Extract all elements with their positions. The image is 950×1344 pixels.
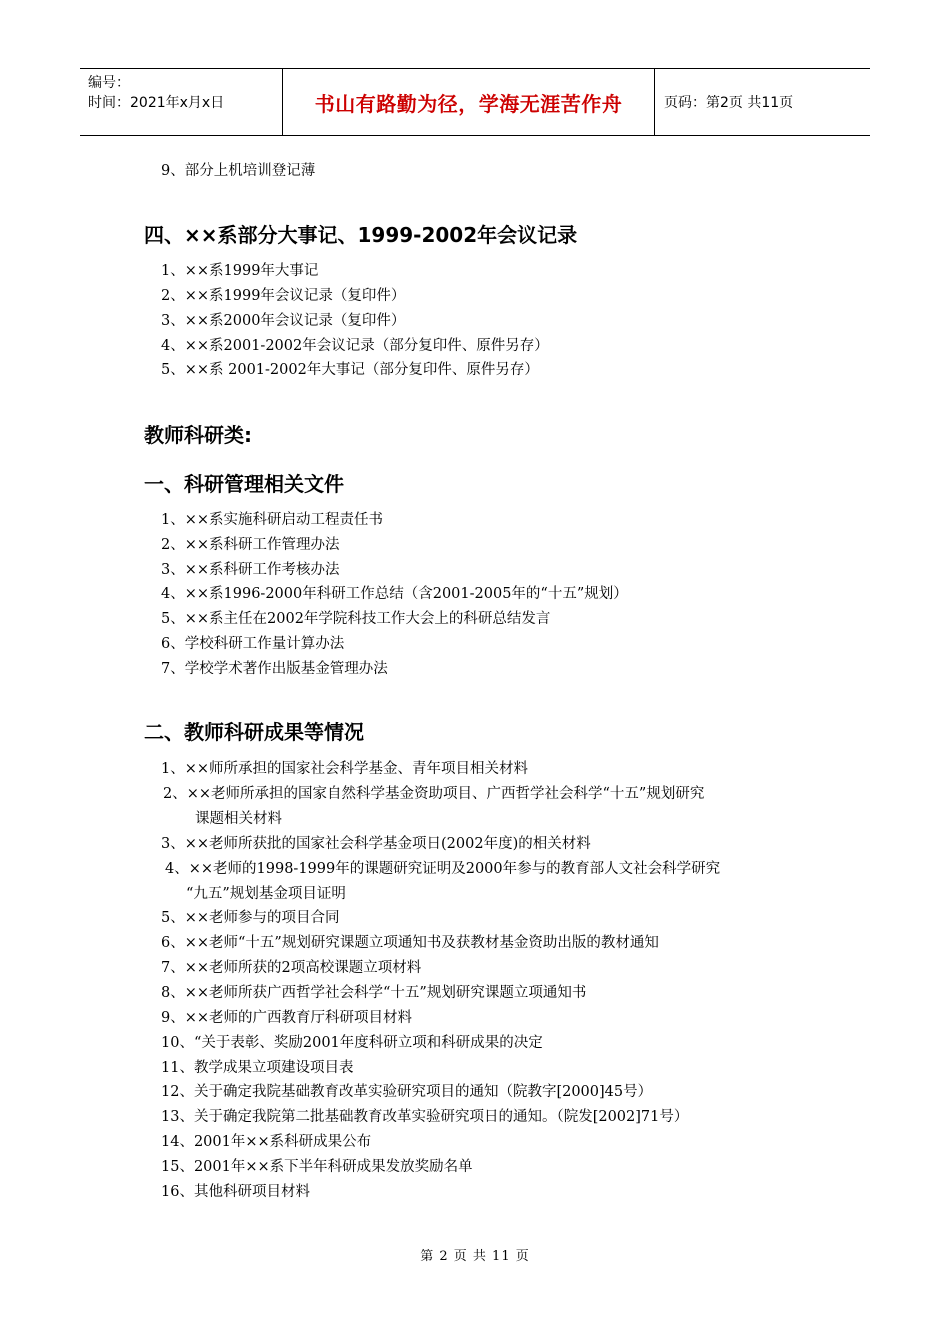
list-item: 14、2001年××系科研成果公布	[161, 1134, 372, 1150]
list-item-continuation: “九五”规划基金项目证明	[186, 886, 346, 902]
number-label: 编号：	[88, 75, 130, 91]
list-item: 7、学校学术著作出版基金管理办法	[161, 661, 388, 677]
list-item: 13、关于确定我院第二批基础教育改革实验研究项日的通知。（院发[2002]71号）	[161, 1109, 689, 1125]
page-footer: 第 2 页 共 11 页	[420, 1249, 530, 1264]
list-item: 3、××系2000年会议记录（复印件）	[161, 313, 406, 329]
list-item: 4、××系2001-2002年会议记录（部分复印件、原件另存）	[161, 338, 549, 354]
list-item: 10、“关于表彰、奖励2001年度科研立项和科研成果的决定	[161, 1035, 543, 1051]
list-item: 9、部分上机培训登记薄	[161, 163, 316, 179]
header-page-info: 页码：第2页 共11页	[664, 95, 794, 111]
list-item: 2、××系科研工作管理办法	[161, 537, 340, 553]
list-item: 5、××老师参与的项目合同	[161, 910, 340, 926]
list-item: 15、2001年××系下半年科研成果发放奖励名单	[161, 1159, 473, 1175]
list-item: 3、××老师所获批的国家社会科学基金项日(2002年度)的相关材料	[161, 836, 591, 852]
section-two-title: 二、教师科研成果等情况	[144, 720, 364, 744]
category-title: 教师科研类:	[144, 423, 252, 447]
list-item: 6、××老师“十五”规划研究课题立项通知书及获教材基金资助出版的教材通知	[161, 935, 659, 951]
list-item: 3、××系科研工作考核办法	[161, 562, 340, 578]
list-item: 1、××师所承担的国家社会科学基金、青年项目相关材料	[161, 761, 529, 777]
list-item: 5、××系 2001-2002年大事记（部分复印件、原件另存）	[161, 362, 539, 378]
list-item-continuation: 课题相关材料	[195, 811, 282, 827]
header-meta	[80, 69, 283, 135]
list-item: 8、××老师所获广西哲学社会科学“十五”规划研究课题立项通知书	[161, 985, 587, 1001]
list-item: 5、××系主任在2002年学院科技工作大会上的科研总结发言	[161, 611, 551, 627]
section-one-title: 一、科研管理相关文件	[144, 472, 344, 496]
list-item: 2、××系1999年会议记录（复印件）	[161, 288, 406, 304]
list-item: 9、××老师的广西教育厅科研项目材料	[161, 1010, 413, 1026]
list-item: 12、关于确定我院基础教育改革实验研究项目的通知（院教字[2000]45号）	[161, 1084, 653, 1100]
section-four-title: 四、××系部分大事记、1999-2002年会议记录	[144, 223, 578, 247]
list-item: 11、教学成果立项建设项目表	[161, 1060, 354, 1076]
list-item: 7、××老师所获的2项高校课题立项材料	[161, 960, 422, 976]
list-item: 2、××老师所承担的国家自然科学基金资助项目、广西哲学社会科学“十五”规划研究	[163, 786, 705, 802]
list-item: 1、××系实施科研启动工程责任书	[161, 512, 384, 528]
date-label: 时间：2021年x月x日	[88, 95, 225, 111]
page-header	[80, 68, 870, 136]
list-item: 6、学校科研工作量计算办法	[161, 636, 345, 652]
list-item: 4、××系1996-2000年科研工作总结（含2001-2005年的“十五”规划）	[161, 586, 628, 602]
list-item: 4、××老师的1998-1999年的课题研究证明及2000年参与的教育部人文社会科学研究	[165, 861, 721, 877]
list-item: 16、其他科研项目材料	[161, 1184, 310, 1200]
list-item: 1、××系1999年大事记	[161, 263, 319, 279]
header-motto: 书山有路勤为径，学海无涯苦作舟	[283, 69, 655, 135]
